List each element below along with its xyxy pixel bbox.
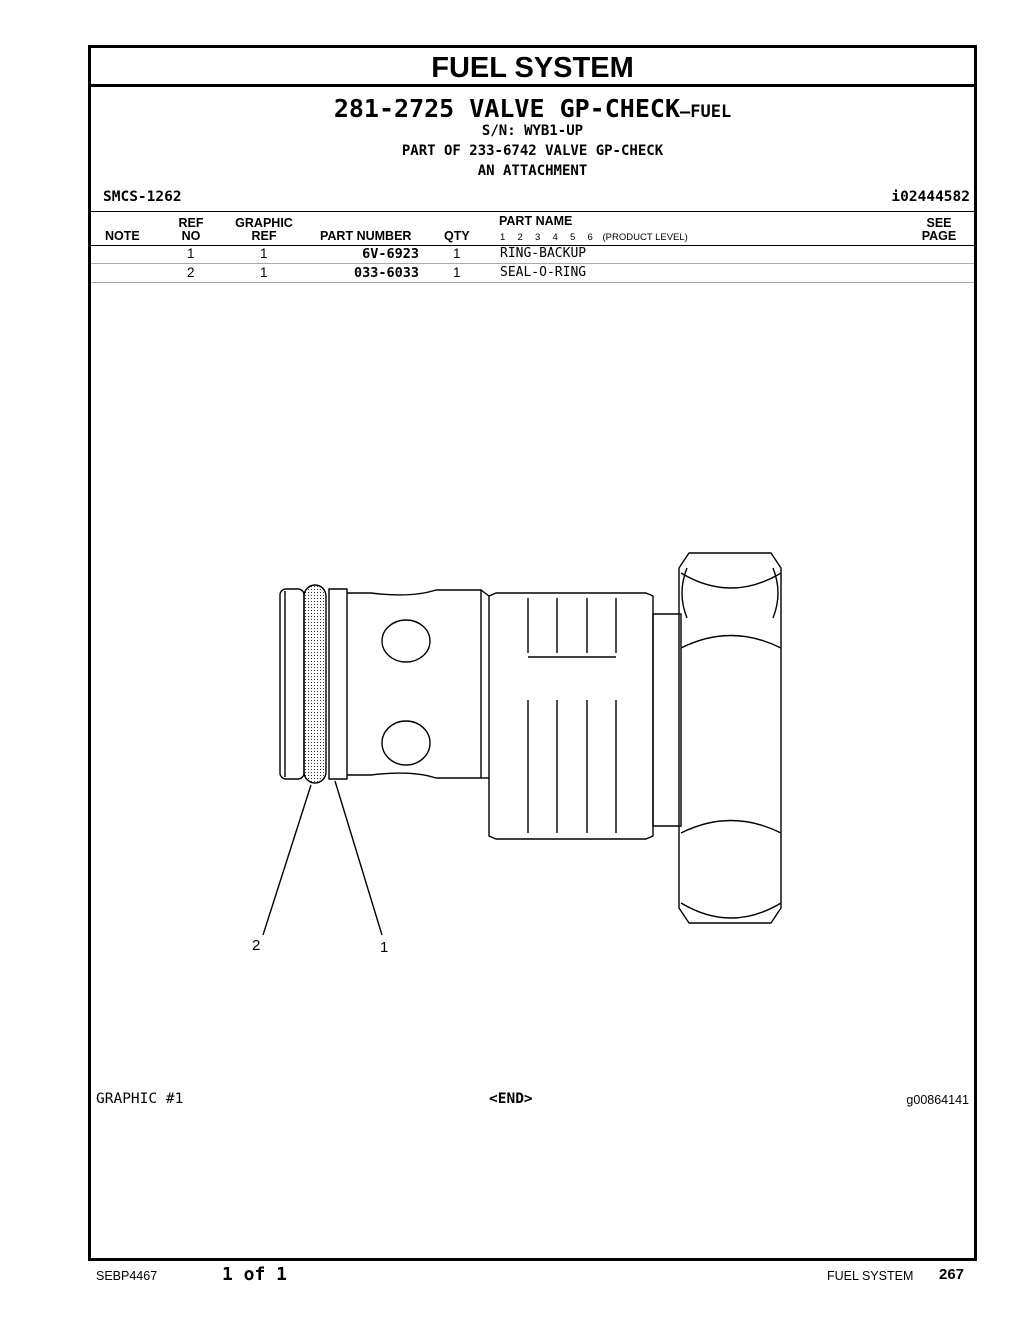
graphic-id: g00864141	[906, 1093, 969, 1107]
part-of-line: PART OF 233-6742 VALVE GP-CHECK	[401, 143, 664, 159]
col-part-number: PART NUMBER	[320, 229, 412, 243]
ref-no-cell: 2	[187, 265, 195, 280]
threaded-section	[489, 593, 653, 839]
level-1: 1	[500, 232, 506, 243]
callout-2: 2	[252, 937, 261, 954]
footer-page-number: 267	[939, 1266, 965, 1283]
valve-tip	[280, 589, 304, 779]
col-part-name: PART NAME	[499, 214, 573, 228]
col-ref-no-line1: REF	[178, 216, 204, 230]
level-6: 6	[587, 232, 593, 243]
part-number-cell: 033-6033	[353, 265, 419, 281]
graphic-ref-cell: 1	[260, 265, 268, 280]
leader-line-2	[263, 785, 311, 935]
product-level-label: (PRODUCT LEVEL)	[602, 232, 688, 243]
col-graphic-ref-line2: REF	[251, 229, 277, 243]
seal-o-ring-shape	[304, 585, 326, 783]
footer-section: FUEL SYSTEM	[827, 1269, 914, 1283]
graphic-label: GRAPHIC #1	[96, 1091, 184, 1107]
col-see-page-line1: SEE	[926, 216, 952, 230]
valve-body	[347, 590, 481, 778]
port-hole-upper	[382, 620, 430, 662]
page-frame	[88, 45, 977, 1261]
section-title: FUEL SYSTEM	[91, 48, 974, 87]
part-name-cell: RING-BACKUP	[500, 246, 587, 261]
part-number-cell: 6V-6923	[362, 246, 419, 262]
ring-backup-shape	[329, 589, 347, 779]
graphic-ref-cell: 1	[260, 246, 268, 261]
callout-1: 1	[380, 939, 389, 956]
footer-page-of: 1 of 1	[222, 1264, 288, 1285]
qty-cell: 1	[453, 246, 461, 261]
level-3: 3	[535, 232, 541, 243]
attachment-line: AN ATTACHMENT	[477, 163, 588, 179]
valve-illustration	[91, 48, 974, 1258]
level-5: 5	[570, 232, 576, 243]
document-id: i02444582	[891, 189, 970, 205]
col-note: NOTE	[105, 229, 140, 243]
hex-nut	[679, 553, 781, 923]
col-ref-no-line2: NO	[181, 229, 201, 243]
col-see-page-line2: PAGE	[921, 229, 957, 243]
footer-doc-number: SEBP4467	[96, 1269, 158, 1283]
level-2: 2	[517, 232, 523, 243]
leader-line-1	[335, 781, 382, 935]
group-title-main: 281-2725 VALVE GP-CHECK	[333, 94, 680, 123]
part-name-cell: SEAL-O-RING	[500, 265, 587, 280]
smcs-code: SMCS-1262	[103, 189, 182, 205]
serial-number: S/N: WYB1-UP	[481, 123, 584, 139]
group-title-suffix: —FUEL	[680, 102, 732, 122]
col-qty: QTY	[444, 229, 470, 243]
level-4: 4	[552, 232, 558, 243]
valve-neck	[653, 614, 681, 826]
qty-cell: 1	[453, 265, 461, 280]
ref-no-cell: 1	[187, 246, 195, 261]
port-hole-lower	[382, 721, 430, 765]
col-graphic-ref-line1: GRAPHIC	[235, 216, 293, 230]
end-marker: <END>	[489, 1091, 533, 1107]
